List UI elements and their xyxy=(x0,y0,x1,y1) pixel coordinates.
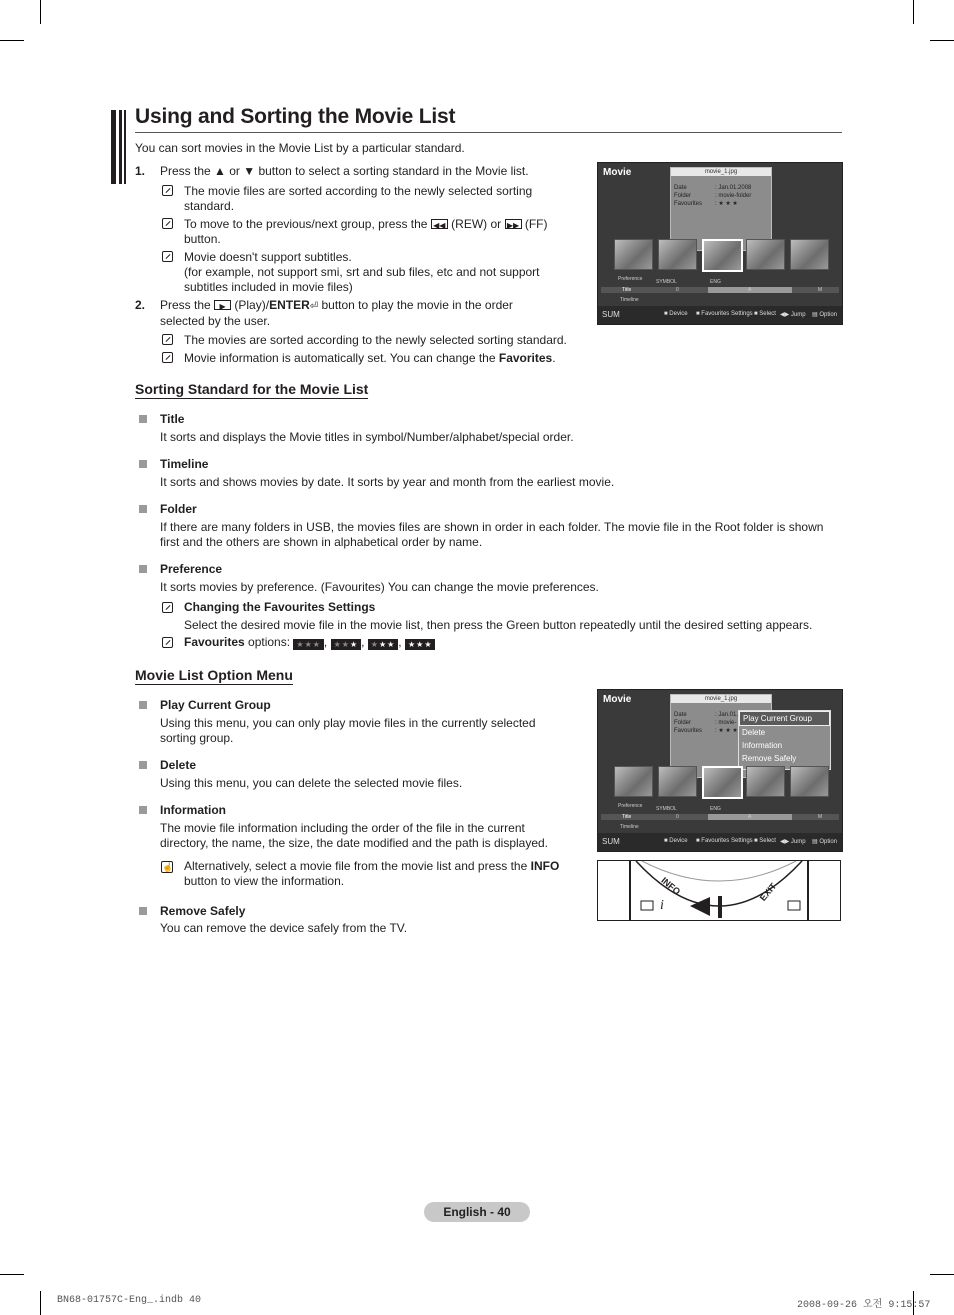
item-desc: Using this menu, you can only play movie files in the currently selected sorting group. xyxy=(160,716,536,745)
item-desc: It sorts and shows movies by date. It sorts by year and month from the earliest movie. xyxy=(160,475,615,489)
print-footer-right: 2008-09-26 오전 9:15:57 xyxy=(797,1300,931,1311)
thumbnail-strip xyxy=(612,239,832,271)
item-title: Folder xyxy=(160,502,197,516)
item-title: Preference xyxy=(160,562,223,576)
note-icon xyxy=(162,218,173,229)
step-number: 2. xyxy=(135,298,146,312)
movie-thumbnail[interactable] xyxy=(790,766,829,797)
movie-thumbnail[interactable] xyxy=(746,239,785,270)
item-title: Title xyxy=(160,412,185,426)
bullet-square xyxy=(139,806,147,814)
bullet-square xyxy=(139,701,147,709)
item-desc: If there are many folders in USB, the movies files are shown in order in each folder. The movie file in the Root folder is shown first and the others are shown in alphabetical order by name. xyxy=(160,520,824,549)
movie-list-screen xyxy=(597,162,843,325)
crop-mark xyxy=(930,40,954,41)
option-menu-screen xyxy=(597,689,843,852)
note-text: To move to the previous/next group, press the ◀◀ (REW) or ▶▶ (FF) button. xyxy=(184,217,548,246)
page-title: Using and Sorting the Movie List xyxy=(135,105,456,128)
rew-icon: ◀◀ xyxy=(431,219,448,229)
item-title: Play Current Group xyxy=(160,698,271,712)
remote-tip-icon: ☝ xyxy=(162,862,174,872)
item-desc: It sorts and displays the Movie titles in symbol/Number/alphabet/special order. xyxy=(160,430,574,444)
screen-footer: SUM ■ Device ■ Favourites Settings ■ Select ◀▶ Jump ▤ Option xyxy=(598,306,842,324)
menu-item-delete[interactable]: Delete xyxy=(742,728,766,737)
item-title: Remove Safely xyxy=(160,904,246,918)
note-text: (for example, not support smi, srt and sub files, etc and not support subtitles included in movie files) xyxy=(184,265,540,294)
bullet-square xyxy=(139,505,147,513)
movie-thumbnail[interactable] xyxy=(658,239,697,270)
print-footer-left: BN68-01757C-Eng_.indb 40 xyxy=(57,1295,202,1306)
note-icon xyxy=(162,602,173,613)
item-title: Timeline xyxy=(160,457,209,471)
sort-bar: Preference SYMBOL ENG Title 0 A M Timeline xyxy=(598,275,842,297)
info-icon: i xyxy=(660,898,664,913)
item-desc: The movie file information including the order of the file in the current directory, the name, the size, the date modified and the path is displayed. xyxy=(160,821,549,850)
screen-header: Movie xyxy=(603,694,632,705)
page-number: English - 40 xyxy=(424,1202,530,1222)
menu-item-remove-safely[interactable]: Remove Safely xyxy=(742,754,797,763)
menu-item-play-current-group[interactable]: Play Current Group xyxy=(739,711,830,726)
bullet-square xyxy=(139,565,147,573)
rating-1-star: ★★★ xyxy=(331,639,362,650)
note-icon xyxy=(162,334,173,345)
note-icon xyxy=(162,637,173,648)
movie-thumbnail[interactable] xyxy=(614,239,653,270)
favourites-options: Favourites options: ★★★ , ★★★ , ★★★ , ★★★ xyxy=(184,635,584,650)
info-button-label[interactable]: INFO xyxy=(659,875,683,897)
item-title: Information xyxy=(160,803,226,817)
item-desc: Using this menu, you can delete the selected movie files. xyxy=(160,776,463,790)
exit-button-label[interactable]: EXIT xyxy=(757,881,779,903)
rating-0-stars: ★★★ xyxy=(293,639,324,650)
screen-header: Movie xyxy=(603,167,632,178)
item-desc: You can remove the device safely from the TV. xyxy=(160,921,408,935)
option-menu-heading: Movie List Option Menu xyxy=(135,667,293,683)
section-bars xyxy=(111,110,127,184)
play-icon: ▶ xyxy=(214,300,231,310)
title-rule xyxy=(135,132,842,133)
movie-thumbnail[interactable] xyxy=(790,239,829,270)
step-text: Press the ▶ (Play)/ENTER⏎ button to play the movie in the order selected by the user. xyxy=(160,298,513,328)
note-text: The movie files are sorted according to the newly selected sorting standard. xyxy=(184,184,533,213)
remote-drawing xyxy=(598,861,841,921)
option-popup-menu xyxy=(738,710,831,770)
note-icon xyxy=(162,185,173,196)
crop-mark xyxy=(0,40,24,41)
ff-icon: ▶▶ xyxy=(505,219,522,229)
note-text: Movie doesn't support subtitles. xyxy=(184,250,352,264)
remote-illustration xyxy=(597,860,841,921)
note-text: Select the desired movie file in the movie list, then press the Green button repeatedly until the desired setting appears. xyxy=(184,618,813,632)
enter-icon: ⏎ xyxy=(309,301,319,312)
bullet-square xyxy=(139,761,147,769)
note-icon xyxy=(162,251,173,262)
info-panel: movie_1.jpg Date Folder Favourites : Jan.01.2008 : movie-folder : ★ ★ ★ xyxy=(670,167,772,251)
bullet-square xyxy=(139,907,147,915)
movie-thumbnail[interactable] xyxy=(702,239,743,272)
info-panel: movie_1.jpg Date Folder Favourites : Jan.01. : movie- : ★ ★ ★ xyxy=(670,694,772,778)
menu-item-information[interactable]: Information xyxy=(742,741,783,750)
crop-mark xyxy=(40,0,41,24)
rating-3-stars: ★★★ xyxy=(405,639,436,650)
sorting-heading: Sorting Standard for the Movie List xyxy=(135,381,369,397)
rating-2-stars: ★★★ xyxy=(368,639,399,650)
thumbnail-strip xyxy=(612,766,832,798)
bullet-square xyxy=(139,460,147,468)
item-title: Delete xyxy=(160,758,197,772)
movie-thumbnail[interactable] xyxy=(614,766,653,797)
item-desc: It sorts movies by preference. (Favourites) You can change the movie preferences. xyxy=(160,580,599,594)
step-text: Press the ▲ or ▼ button to select a sorting standard in the Movie list. xyxy=(160,164,529,178)
crop-mark xyxy=(913,0,914,24)
step-number: 1. xyxy=(135,164,146,178)
sort-bar: Preference SYMBOL ENG Title 0 A M Timeline xyxy=(598,802,842,824)
note-title: Changing the Favourites Settings xyxy=(184,600,376,614)
crop-mark xyxy=(0,1274,24,1275)
intro-text: You can sort movies in the Movie List by a particular standard. xyxy=(135,141,465,155)
crop-mark xyxy=(40,1291,41,1315)
info-tip-text: Alternatively, select a movie file from the movie list and press the INFO button to view the information. xyxy=(184,859,560,888)
movie-thumbnail[interactable] xyxy=(746,766,785,797)
screen-footer: SUM ■ Device ■ Favourites Settings ■ Select ◀▶ Jump ▤ Option xyxy=(598,833,842,851)
movie-thumbnail[interactable] xyxy=(702,766,743,799)
note-text: The movies are sorted according to the newly selected sorting standard. xyxy=(184,333,567,347)
note-icon xyxy=(162,352,173,363)
bullet-square xyxy=(139,415,147,423)
crop-mark xyxy=(930,1274,954,1275)
movie-thumbnail[interactable] xyxy=(658,766,697,797)
note-text: Movie information is automatically set. You can change the Favorites. xyxy=(184,351,556,365)
